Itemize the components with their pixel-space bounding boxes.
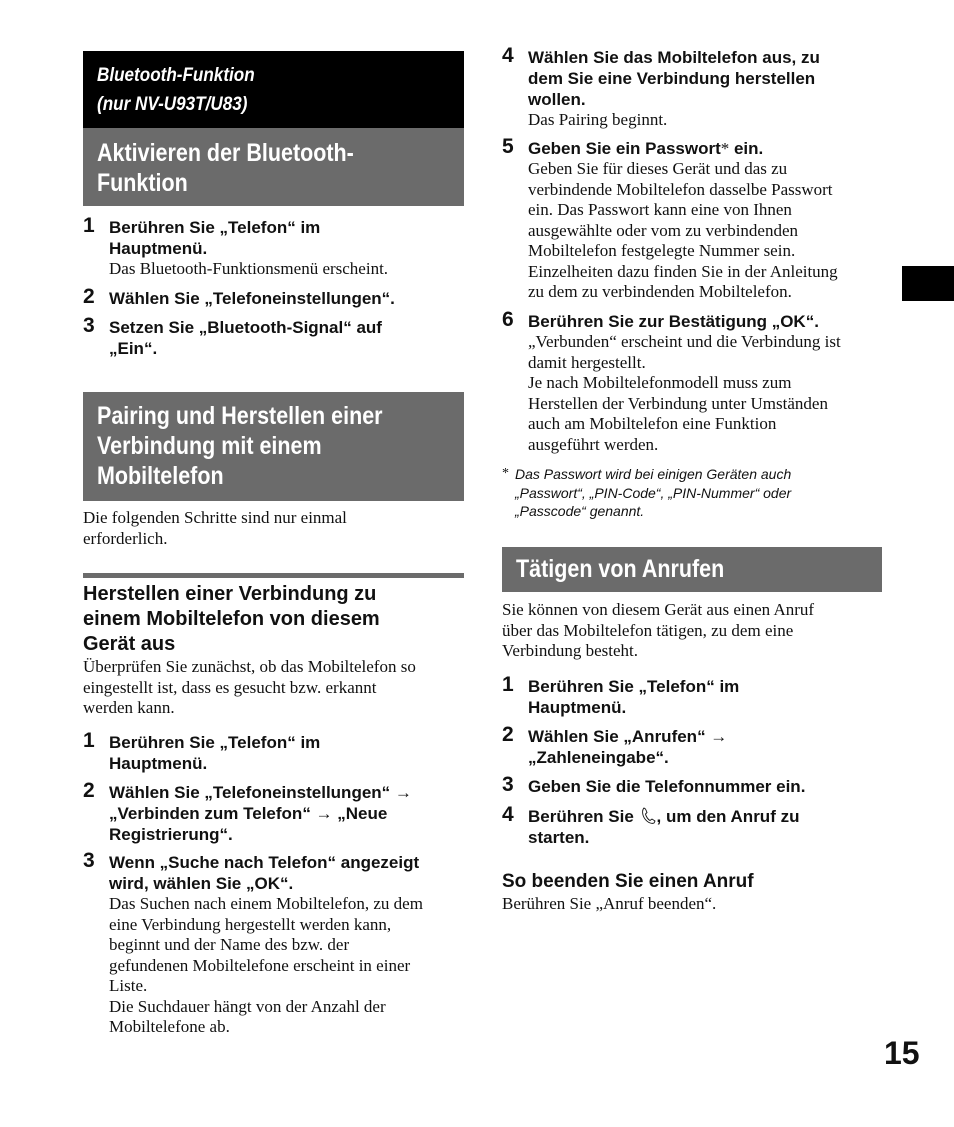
- step-title-line: „Zahleneingabe“.: [528, 748, 669, 767]
- step-number: 3: [502, 773, 514, 796]
- step-title-text: Geben Sie ein Passwort: [528, 139, 721, 158]
- intro-paragraph: [83, 508, 464, 549]
- heading-pairing: [83, 392, 464, 501]
- text-line: eingestellt ist, dass es gesucht bzw. erkannt: [83, 677, 377, 697]
- text-line: Einzelheiten dazu finden Sie in der Anleitung: [528, 261, 838, 281]
- call-step-1: [502, 673, 882, 718]
- step-body: Das Pairing beginnt.: [528, 110, 668, 129]
- step-title-line: Registrierung“.: [109, 825, 233, 844]
- step-number: 6: [502, 308, 514, 331]
- heading-line: Tätigen von Anrufen: [516, 555, 725, 583]
- text-line: ein. Das Passwort kann eine von Ihnen: [528, 200, 792, 219]
- subheading-line: Herstellen einer Verbindung zu: [83, 583, 377, 605]
- page-number: 15: [884, 1035, 920, 1071]
- subheading-line: Gerät aus: [83, 633, 176, 655]
- section-label-line2: (nur NV-U93T/U83): [97, 94, 248, 115]
- step-title-line: wird, wählen Sie „OK“.: [109, 874, 294, 893]
- connect-step-5: [502, 135, 882, 303]
- connect-step-4: [502, 44, 882, 131]
- step-title-line: Setzen Sie „Bluetooth-Signal“ auf: [109, 318, 382, 337]
- step-number: 5: [502, 135, 514, 158]
- step-title-line: Berühren Sie „Telefon“ im: [109, 218, 321, 237]
- chapter-tab-marker: [902, 266, 954, 301]
- step-body: [528, 332, 882, 455]
- step-title-line: Wählen Sie „Anrufen“ →: [528, 727, 728, 746]
- step-number: 4: [502, 44, 514, 67]
- heading-making-calls: [502, 547, 882, 592]
- text-line: zu dem zu verbindenden Mobiltelefon.: [528, 282, 792, 301]
- step-title-line: starten.: [528, 828, 590, 847]
- step-number: 3: [83, 314, 95, 337]
- connect-step-6: [502, 308, 882, 455]
- text-line: Die Suchdauer hängt von der Anzahl der: [109, 996, 386, 1016]
- step-title: [528, 47, 882, 110]
- text-line: „Passcode“ genannt.: [515, 503, 645, 519]
- step-title: [528, 806, 882, 848]
- step-number: 2: [83, 779, 95, 802]
- text-line: Je nach Mobiltelefonmodell muss zum: [528, 373, 792, 392]
- text-line: „Passwort“, „PIN-Code“, „PIN-Nummer“ oder: [515, 484, 792, 501]
- connect-step-2: [83, 779, 464, 845]
- text-line: Das Passwort wird bei einigen Geräten auch: [515, 466, 792, 482]
- step-title: [528, 726, 882, 768]
- end-call-text: Berühren Sie „Anruf beenden“.: [502, 894, 717, 913]
- footnote: [502, 465, 882, 521]
- heading-line: Pairing und Herstellen einer: [97, 402, 383, 430]
- connect-step-3: [83, 849, 464, 1038]
- footnote-marker: *: [502, 466, 509, 481]
- connect-step-1: [83, 729, 464, 774]
- step-title-line: Hauptmenü.: [528, 698, 627, 717]
- step-body: [109, 894, 464, 1038]
- text-line: Geben Sie für dieses Gerät und das zu: [528, 159, 788, 178]
- phone-handset-icon: [639, 807, 657, 825]
- heading-line: Aktivieren der Bluetooth-: [97, 139, 354, 167]
- step-2: [83, 285, 464, 309]
- step-number: 4: [502, 803, 514, 826]
- step-title-text: , um den Anruf zu: [656, 807, 800, 826]
- step-title-line: „Verbinden zum Telefon“ → „Neue: [109, 804, 388, 823]
- footnote-text: [515, 465, 882, 521]
- text-line: damit hergestellt.: [528, 352, 646, 372]
- text-line: Die folgenden Schritte sind nur einmal: [83, 508, 347, 527]
- text-line: Herstellen der Verbindung unter Umständen: [528, 393, 828, 413]
- step-title: Geben Sie die Telefonnummer ein.: [528, 777, 806, 796]
- text-line: Liste.: [109, 976, 148, 995]
- text-line: Verbindung besteht.: [502, 641, 638, 660]
- step-title-line: dem Sie eine Verbindung herstellen: [528, 69, 816, 88]
- end-call-heading: So beenden Sie einen Anruf: [502, 871, 754, 892]
- call-step-4: [502, 803, 882, 848]
- step-title: Wählen Sie „Telefoneinstellungen“.: [109, 289, 395, 308]
- text-line: ausgeführt werden.: [528, 434, 659, 454]
- subheading-connect: [83, 582, 464, 657]
- step-title-line: wollen.: [528, 90, 586, 109]
- heading-line: Mobiltelefon: [97, 462, 224, 490]
- text-line: verbindende Mobiltelefon dasselbe Passwort: [528, 179, 833, 199]
- step-title-text: Berühren Sie: [528, 807, 639, 826]
- text-line: ausgewählte oder vom zu verbindenden: [528, 220, 799, 240]
- section-label: [83, 51, 464, 128]
- text-line: Mobiltelefone ab.: [109, 1017, 230, 1036]
- step-title: [528, 676, 882, 718]
- heading-line: Verbindung mit einem: [97, 432, 322, 460]
- step-title-line: Berühren Sie „Telefon“ im: [109, 733, 321, 752]
- call-step-2: [502, 723, 882, 768]
- heading-activate-bluetooth: [83, 128, 464, 206]
- step-title: [109, 852, 464, 894]
- step-number: 2: [83, 285, 95, 308]
- step-title: [109, 782, 464, 845]
- text-line: Das Suchen nach einem Mobiltelefon, zu dem: [109, 894, 423, 913]
- text-line: werden kann.: [83, 698, 175, 717]
- subheading-line: einem Mobiltelefon von diesem: [83, 608, 380, 630]
- step-number: 1: [83, 729, 95, 752]
- step-body: [528, 159, 882, 303]
- text-line: gefundenen Mobiltelefone erscheint in einer: [109, 955, 411, 975]
- step-title: [109, 217, 464, 259]
- step-title: [109, 732, 464, 774]
- step-number: 3: [83, 849, 95, 872]
- step-title-line: Wählen Sie das Mobiltelefon aus, zu: [528, 48, 820, 67]
- step-title-line: Berühren Sie „Telefon“ im: [528, 677, 740, 696]
- call-step-3: [502, 773, 882, 797]
- heading-line: Funktion: [97, 169, 188, 197]
- text-line: Mobiltelefon festgelegte Nummer sein.: [528, 241, 796, 260]
- step-title-line: Hauptmenü.: [109, 239, 208, 258]
- step-1: [83, 214, 464, 280]
- step-body: Das Bluetooth-Funktionsmenü erscheint.: [109, 259, 389, 278]
- step-3: [83, 314, 464, 359]
- step-number: 2: [502, 723, 514, 746]
- step-title: [109, 317, 464, 359]
- calls-intro-paragraph: [502, 600, 882, 662]
- step-title: [528, 138, 882, 159]
- text-line: eine Verbindung hergestellt werden kann,: [109, 914, 392, 934]
- step-title-line: Hauptmenü.: [109, 754, 208, 773]
- step-title-line: [528, 806, 882, 827]
- step-title: Berühren Sie zur Bestätigung „OK“.: [528, 312, 819, 331]
- divider-rule: [83, 573, 464, 578]
- step-number: 1: [502, 673, 514, 696]
- step-title-line: „Ein“.: [109, 339, 158, 358]
- step-title-text: ein.: [729, 139, 764, 158]
- text-line: „Verbunden“ erscheint und die Verbindung ist: [528, 332, 841, 351]
- section-label-line1: Bluetooth-Funktion: [97, 65, 255, 86]
- step-title-line: Wählen Sie „Telefoneinstellungen“ →: [109, 783, 412, 802]
- footnote-marker: *: [720, 139, 730, 158]
- text-line: beginnt und der Name des bzw. der: [109, 935, 350, 954]
- step-number: 1: [83, 214, 95, 237]
- text-line: erforderlich.: [83, 528, 168, 548]
- text-line: über das Mobiltelefon tätigen, zu dem eine: [502, 620, 794, 640]
- sub-intro-paragraph: [83, 657, 473, 719]
- text-line: auch am Mobiltelefon eine Funktion: [528, 414, 777, 433]
- text-line: Überprüfen Sie zunächst, ob das Mobiltelefon so: [83, 657, 416, 676]
- text-line: Sie können von diesem Gerät aus einen Anruf: [502, 600, 815, 619]
- step-title-line: Wenn „Suche nach Telefon“ angezeigt: [109, 853, 420, 872]
